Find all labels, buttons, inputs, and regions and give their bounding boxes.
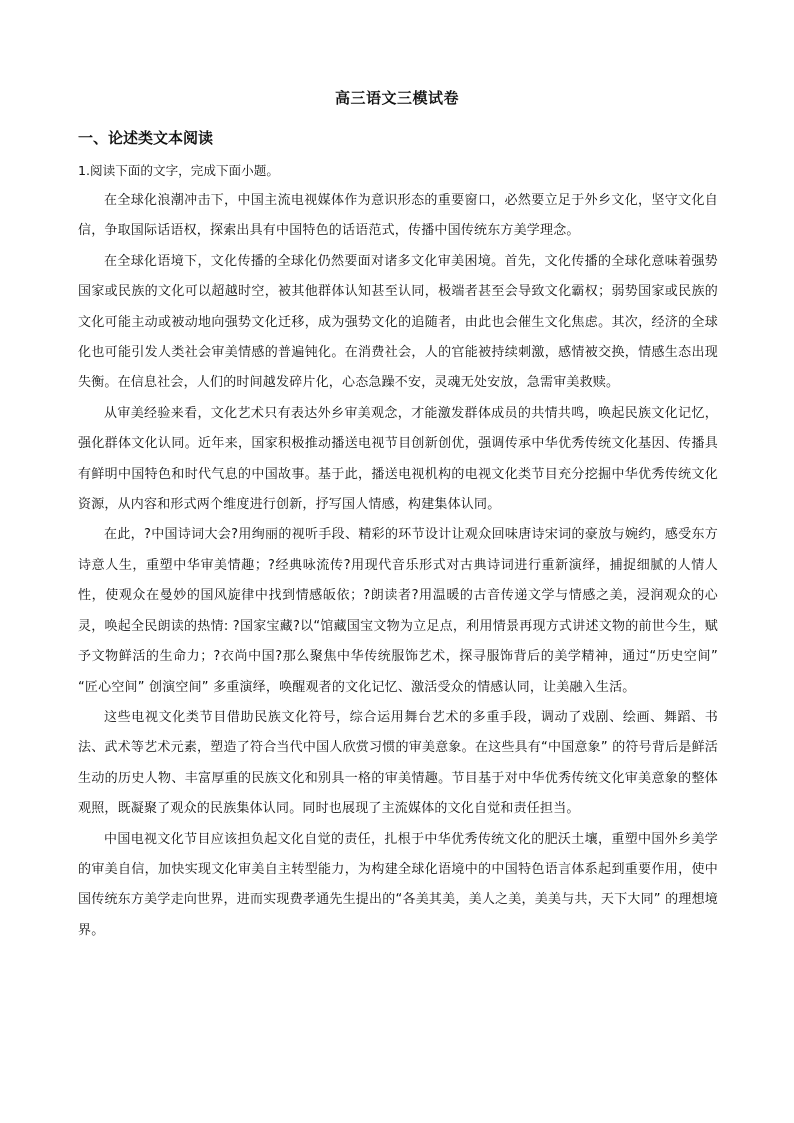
paragraph-5: 这些电视文化类节目借助民族文化符号，综合运用舞台艺术的多重手段，调动了戏剧、绘画、舞蹈、书法、武术等艺术元素，塑造了符合当代中国人欣赏习惯的审美意象。在这些具有“中国意象” 的符号背后是鲜活生动的历史人物、丰富厚重的民族文化和别具一格的审美情趣。节目基于对中华优秀传统文化审美意象的整体观照，既凝聚了观众的民族集体认同。同时也展现了主流媒体的文化自觉和责任担当。 <box>78 709 718 817</box>
section-heading: 一、论述类文本阅读 <box>78 129 214 147</box>
paragraph-6: 中国电视文化节目应该担负起文化自觉的责任，扎根于中华优秀传统文化的肥沃土壤，重塑中国外乡美学的审美自信，加快实现文化审美自主转型能力，为构建全球化语境中的中国特色语言体系起到重要作用，使中国传统东方美学走向世界，进而实现费孝通先生提出的“各美其美，美人之美，美美与共，天下大同” 的理想境界。 <box>78 831 718 938</box>
paragraph-2: 在全球化语境下，文化传播的全球化仍然要面对诸多文化审美困境。首先，文化传播的全球化意味着强势国家或民族的文化可以超越时空，被其他群体认知甚至认同，极端者甚至会导致文化霸权；弱势国家或民族的文化可能主动或被动地向强势文化迁移，成为强势文化的追随者，由此也会催生文化焦虑。其次，经济的全球化也可能引发人类社会审美情感的普遍钝化。在消费社会，人的官能被持续刺激，感情被交换，情感生态出现失衡。在信息社会，人们的时间越发碎片化，心态急躁不安，灵魂无处安放，急需审美救赎。 <box>78 253 718 391</box>
paragraph-3: 从审美经验来看，文化艺术只有表达外乡审美观念，才能激发群体成员的共情共鸣，唤起民族文化记忆，强化群体文化认同。近年来，国家积极推动播送电视节目创新创优，强调传承中华优秀传统文化基因、传播具有鲜明中国特色和时代气息的中国故事。基于此，播送电视机构的电视文化类节目充分挖掘中华优秀传统文化资源，从内容和形式两个维度进行创新，抒写国人情感，构建集体认同。 <box>78 405 718 513</box>
article-body <box>78 186 718 946</box>
page-title: 高三语文三模试卷 <box>334 89 459 107</box>
paragraph-4: 在此，?中国诗词大会?用绚丽的视听手段、精彩的环节设计让观众回味唐诗宋词的豪放与婉约，感受东方诗意人生，重塑中华审美情趣；?经典咏流传?用现代音乐形式对古典诗词进行重新演绎，捕捉细腻的人情人性，使观众在曼妙的国风旋律中找到情感皈依；?朗读者?用温暖的古音传递文学与情感之美，浸润观众的心灵，唤起全民朗读的热情: ?国家宝藏?以“馆藏国宝文物为立足点，利用情景再现方式讲述文物的前世今生，赋予文物鲜活的生命力；?衣尚中国?那么聚焦中华传统服饰艺术，探寻服饰背后的美学精神，通过“历史空间” “匠心空间” 创演空间” 多重演绎，唤醒观者的文化记忆、激活受众的情感认同，让美融入生活。 <box>78 527 718 695</box>
question-instruction: 1.阅读下面的文字，完成下面小题。 <box>78 163 279 178</box>
paragraph-1: 在全球化浪潮冲击下，中国主流电视媒体作为意识形态的重要窗口，必然要立足于外乡文化，坚守文化自信，争取国际话语权，探索出具有中国特色的话语范式，传播中国传统东方美学理念。 <box>78 193 718 239</box>
